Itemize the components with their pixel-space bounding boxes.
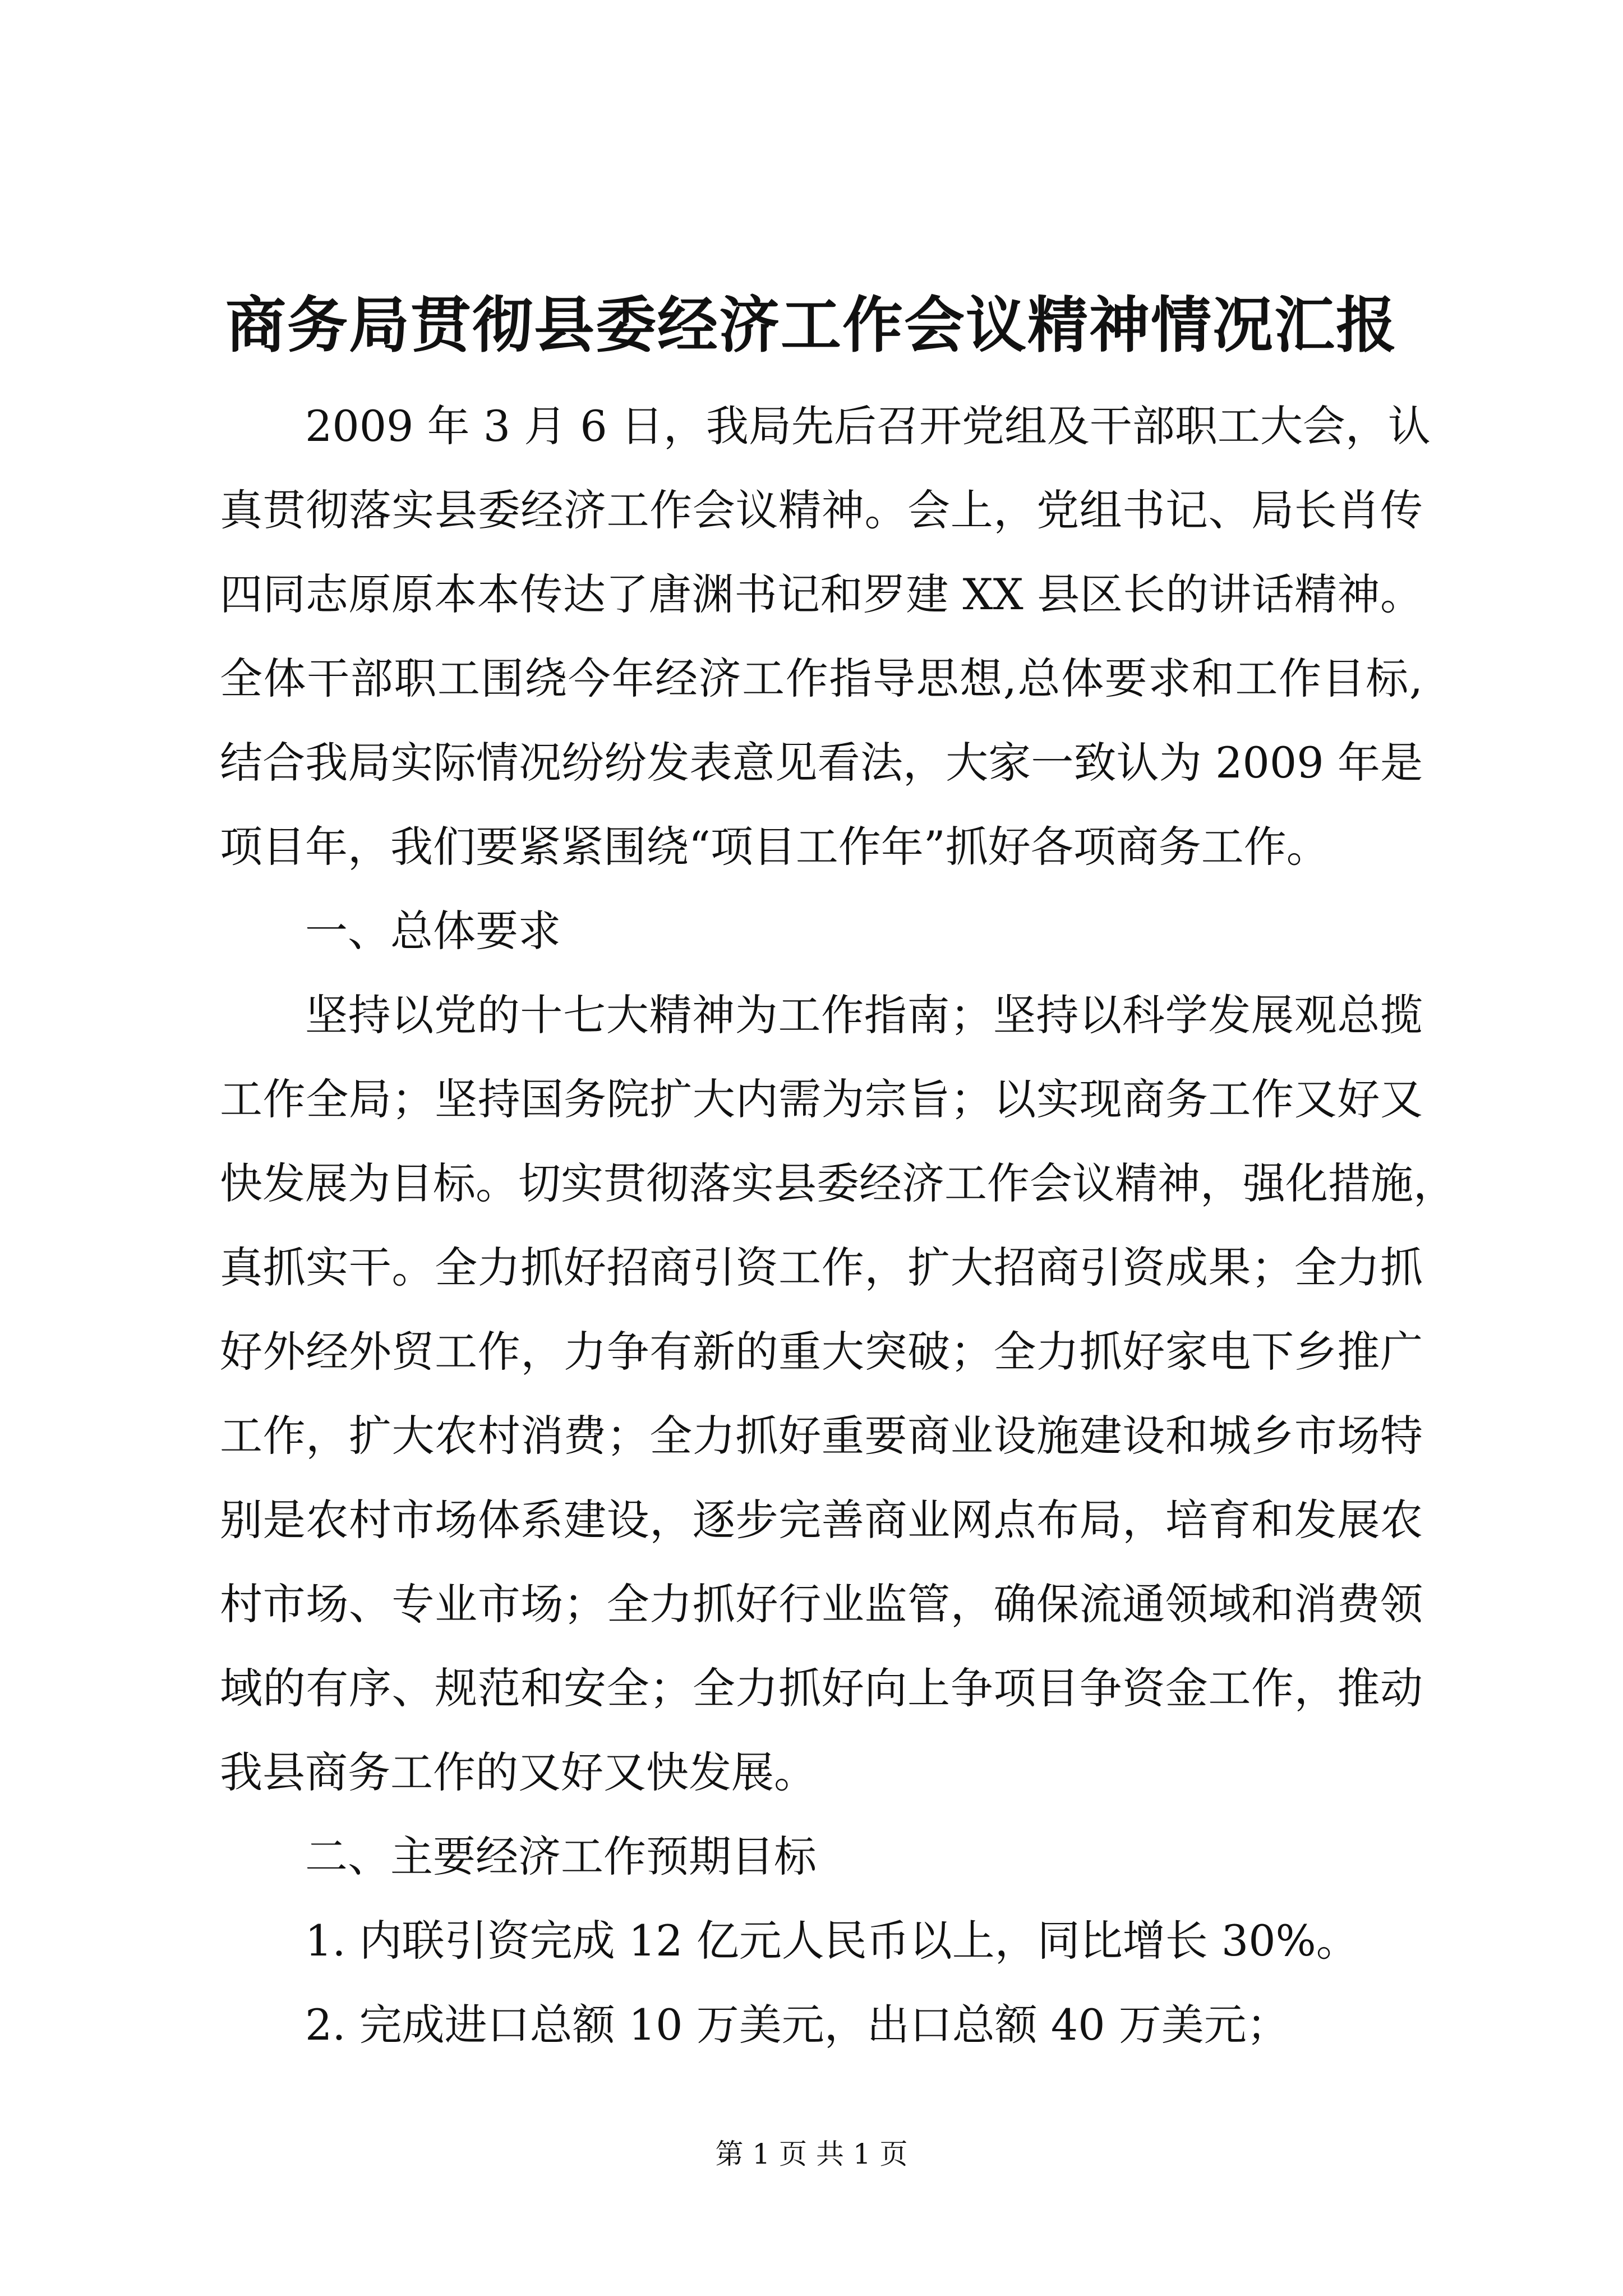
section-heading-economic-targets: 二、主要经济工作预期目标 — [305, 1832, 817, 1881]
paragraph-line: 结合我局实际情况纷纷发表意见看法，大家一致认为 2009 年是 — [220, 738, 1423, 788]
paragraph-requirements — [220, 973, 1456, 1815]
paragraph-line: 别是农村市场体系建设，逐步完善商业网点布局，培育和发展农 — [220, 1495, 1423, 1545]
paragraph-line: 真抓实干。全力抓好招商引资工作，扩大招商引资成果；全力抓 — [220, 1243, 1423, 1292]
paragraph-line: 工作全局；坚持国务院扩大内需为宗旨；以实现商务工作又好又 — [220, 1074, 1423, 1124]
paragraph-intro — [220, 384, 1431, 889]
paragraph-line: 坚持以党的十七大精神为工作指南；坚持以科学发展观总揽 — [305, 990, 1423, 1040]
paragraph-line: 项目年，我们要紧紧围绕“项目工作年”抓好各项商务工作。 — [220, 822, 1329, 872]
list-item-target-1: 1. 内联引资完成 12 亿元人民币以上，同比增长 30%。 — [305, 1916, 1359, 1966]
document-title: 商务局贯彻县委经济工作会议精神情况汇报 — [225, 290, 1398, 361]
paragraph-line: 全体干部职工围绕今年经济工作指导思想,总体要求和工作目标, — [220, 654, 1423, 703]
paragraph-line: 快发展为目标。切实贯彻落实县委经济工作会议精神，强化措施， — [220, 1158, 1456, 1208]
paragraph-line: 我县商务工作的又好又快发展。 — [220, 1747, 817, 1797]
paragraph-line: 2009 年 3 月 6 日，我局先后召开党组及干部职工大会，认 — [305, 401, 1431, 451]
paragraph-line: 四同志原原本本传达了唐渊书记和罗建 XX 县区长的讲话精神。 — [220, 569, 1423, 619]
paragraph-line: 村市场、专业市场；全力抓好行业监管，确保流通领域和消费领 — [220, 1579, 1423, 1629]
paragraph-line: 好外经外贸工作，力争有新的重大突破；全力抓好家电下乡推广 — [220, 1327, 1423, 1377]
document-body — [220, 384, 1456, 2067]
paragraph-line: 真贯彻落实县委经济工作会议精神。会上，党组书记、局长肖传 — [220, 485, 1423, 535]
section-heading-overall-requirements: 一、总体要求 — [305, 906, 561, 956]
page-footer: 第 1 页 共 1 页 — [715, 2138, 908, 2170]
list-item-target-2: 2. 完成进口总额 10 万美元，出口总额 40 万美元； — [305, 2000, 1289, 2050]
paragraph-line: 工作，扩大农村消费；全力抓好重要商业设施建设和城乡市场特 — [220, 1411, 1423, 1461]
paragraph-line: 域的有序、规范和安全；全力抓好向上争项目争资金工作，推动 — [220, 1663, 1423, 1713]
